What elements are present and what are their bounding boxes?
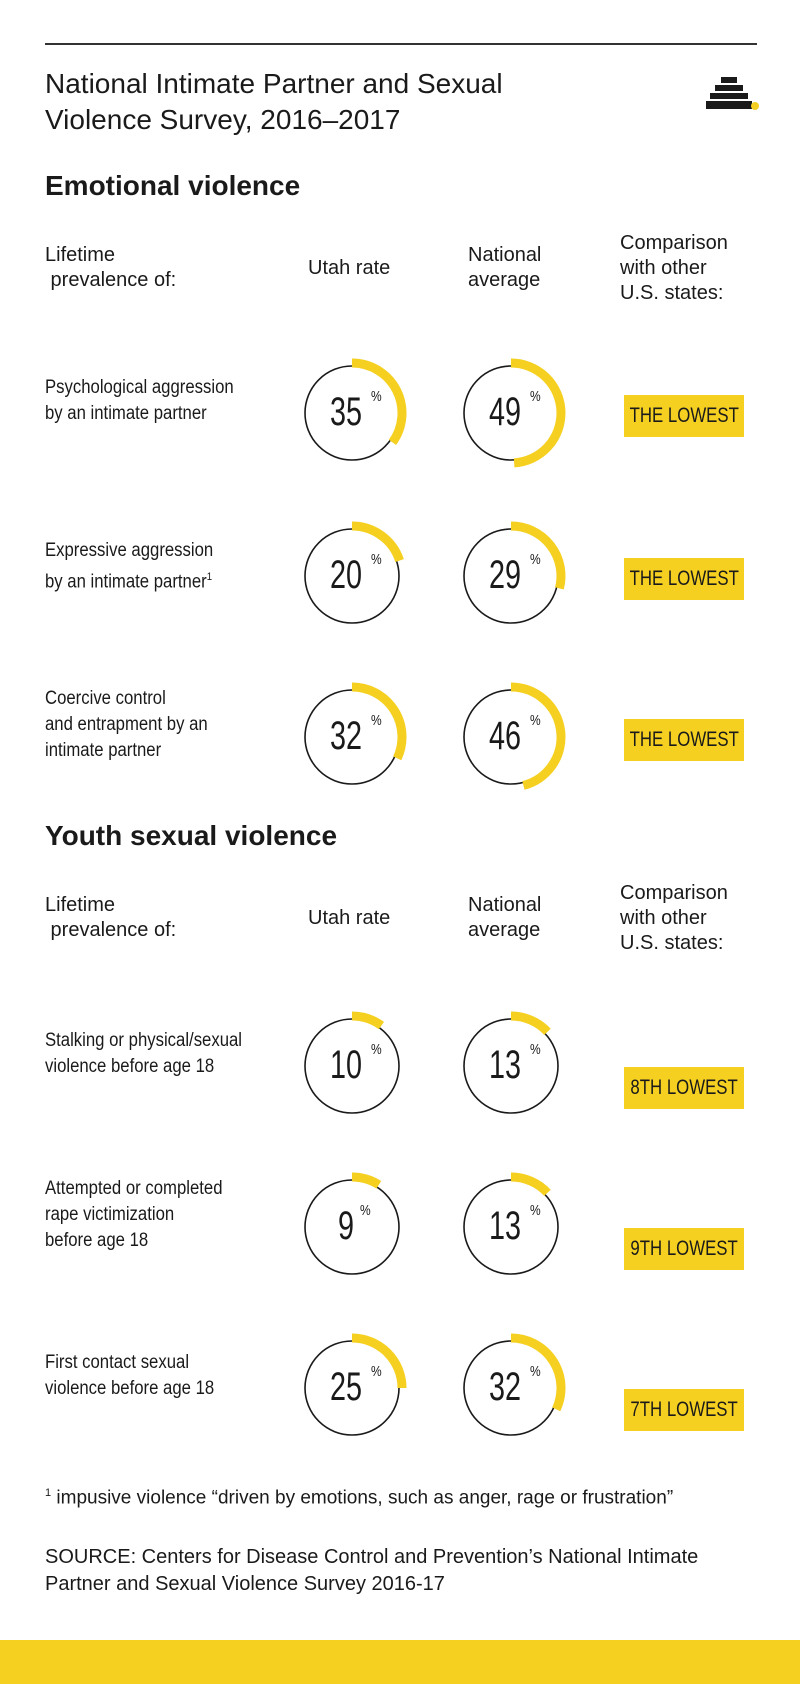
prevalence-header-line-2: prevalence of: bbox=[45, 269, 177, 291]
source-line-1: SOURCE: Centers for Disease Control and Prevention’s National Intimate bbox=[45, 1546, 699, 1568]
emotional-row-1-utah-ring-unit: % bbox=[371, 387, 382, 405]
footnote-reference: 1 bbox=[206, 571, 213, 583]
emotional-row-2-utah-ring-value: 20 bbox=[329, 552, 363, 598]
youth-row-1-comparison-badge bbox=[624, 1067, 744, 1109]
title-line-2: Violence Survey, 2016–2017 bbox=[45, 104, 401, 135]
row-label-line: rape victimization bbox=[45, 1204, 175, 1225]
youth-row-3-national-ring-value: 32 bbox=[488, 1364, 522, 1410]
youth-row-3-label bbox=[45, 1350, 256, 1402]
emotional-row-1-utah-ring bbox=[292, 353, 412, 473]
youth-row-3-national-ring-unit: % bbox=[530, 1362, 541, 1380]
emotional-row-2-label bbox=[45, 538, 256, 595]
national-header-line-2: average bbox=[468, 269, 541, 291]
emotional-comparison-header bbox=[620, 231, 728, 306]
source-note bbox=[45, 1544, 775, 1598]
emotional-row-1-national-ring-unit: % bbox=[530, 387, 541, 405]
comparison-badge-text: 9TH LOWEST bbox=[630, 1237, 738, 1260]
page-title bbox=[45, 66, 605, 138]
emotional-row-2-utah-ring bbox=[292, 516, 412, 636]
row-label-line: violence before age 18 bbox=[45, 1378, 215, 1399]
emotional-row-2-utah-ring-unit: % bbox=[371, 550, 382, 568]
emotional-prevalence-header bbox=[45, 243, 176, 293]
emotional-row-3-label bbox=[45, 686, 256, 764]
row-label-line: by an intimate partner$^1$ bbox=[45, 571, 213, 593]
youth-row-2-national-ring-arc bbox=[511, 1177, 547, 1193]
national-header-line-2: average bbox=[468, 919, 541, 941]
row-label-line: Expressive aggression bbox=[45, 540, 214, 561]
emotional-utah-header: Utah rate bbox=[308, 257, 391, 279]
prevalence-header-line-2: prevalence of: bbox=[45, 919, 177, 941]
emotional-row-2-national-ring-unit: % bbox=[530, 550, 541, 568]
youth-national-header bbox=[468, 893, 541, 943]
comparison-header-line-1: Comparison bbox=[620, 882, 728, 904]
emotional-row-1-label bbox=[45, 375, 256, 427]
footnote-mark: 1 bbox=[45, 1487, 52, 1499]
emotional-row-3-national-ring bbox=[451, 677, 571, 797]
youth-utah-header: Utah rate bbox=[308, 907, 391, 929]
youth-row-3-utah-ring-unit: % bbox=[371, 1362, 382, 1380]
youth-row-2-utah-ring-arc bbox=[352, 1177, 379, 1185]
comparison-badge-text: 8TH LOWEST bbox=[630, 1076, 738, 1099]
row-label-line: Psychological aggression bbox=[45, 377, 234, 398]
emotional-row-3-national-ring-unit: % bbox=[530, 711, 541, 729]
national-header-line-1: National bbox=[468, 894, 542, 916]
emotional-row-2-national-ring bbox=[451, 516, 571, 636]
emotional-row-3-utah-ring bbox=[292, 677, 412, 797]
emotional-row-2-comparison-badge bbox=[624, 558, 744, 600]
youth-row-1-utah-ring-value: 10 bbox=[329, 1042, 363, 1088]
youth-row-2-utah-ring bbox=[292, 1167, 412, 1287]
national-header-line-1: National bbox=[468, 244, 542, 266]
youth-section-title: Youth sexual violence bbox=[45, 820, 338, 851]
top-rule bbox=[45, 43, 757, 45]
comparison-header-line-3: U.S. states: bbox=[620, 282, 724, 304]
youth-row-2-national-ring-unit: % bbox=[530, 1201, 541, 1219]
row-label-line: by an intimate partner bbox=[45, 403, 207, 424]
emotional-row-1-national-ring-value: 49 bbox=[488, 389, 522, 435]
prevalence-header-line-1: Lifetime bbox=[45, 894, 116, 916]
row-label-line: and entrapment by an bbox=[45, 714, 208, 735]
emotional-row-3-utah-ring-unit: % bbox=[371, 711, 382, 729]
footnote-text: impusive violence “driven by emotions, such as anger, rage or frustration” bbox=[51, 1487, 674, 1509]
row-label-line: First contact sexual bbox=[45, 1352, 190, 1373]
row-label-line: Stalking or physical/sexual bbox=[45, 1030, 243, 1051]
youth-row-2-national-ring-value: 13 bbox=[488, 1203, 522, 1249]
youth-row-1-utah-ring-unit: % bbox=[371, 1040, 382, 1058]
emotional-section-title: Emotional violence bbox=[45, 170, 301, 201]
youth-row-1-label bbox=[45, 1028, 256, 1080]
comparison-header-line-2: with other bbox=[620, 907, 707, 929]
youth-row-1-national-ring bbox=[451, 1006, 571, 1126]
emotional-row-3-comparison-badge bbox=[624, 719, 744, 761]
source-line-2: Partner and Sexual Violence Survey 2016-17 bbox=[45, 1573, 445, 1595]
emotional-row-1-national-ring bbox=[451, 353, 571, 473]
comparison-header-line-2: with other bbox=[620, 257, 707, 279]
comparison-badge-text: THE LOWEST bbox=[629, 728, 739, 751]
row-label-line: before age 18 bbox=[45, 1230, 149, 1251]
youth-row-1-national-ring-unit: % bbox=[530, 1040, 541, 1058]
youth-row-2-comparison-badge bbox=[624, 1228, 744, 1270]
bottom-accent-bar bbox=[0, 1640, 800, 1684]
youth-row-2-label bbox=[45, 1176, 256, 1254]
emotional-row-2-national-ring-value: 29 bbox=[488, 552, 522, 598]
youth-row-2-utah-ring-unit: % bbox=[360, 1201, 371, 1219]
footnote bbox=[45, 1487, 673, 1509]
row-label-line: Coercive control bbox=[45, 688, 166, 709]
comparison-badge-text: THE LOWEST bbox=[629, 567, 739, 590]
youth-row-2-national-ring bbox=[451, 1167, 571, 1287]
youth-row-1-national-ring-value: 13 bbox=[488, 1042, 522, 1088]
emotional-row-1-utah-ring-value: 35 bbox=[329, 389, 363, 435]
row-label-line: Attempted or completed bbox=[45, 1178, 223, 1199]
youth-row-1-utah-ring bbox=[292, 1006, 412, 1126]
beehive-icon bbox=[703, 75, 759, 111]
emotional-row-3-national-ring-value: 46 bbox=[488, 713, 522, 759]
emotional-row-3-utah-ring-value: 32 bbox=[329, 713, 363, 759]
comparison-header-line-1: Comparison bbox=[620, 232, 728, 254]
prevalence-header-line-1: Lifetime bbox=[45, 244, 116, 266]
comparison-badge-text: THE LOWEST bbox=[629, 404, 739, 427]
row-label-line: violence before age 18 bbox=[45, 1056, 215, 1077]
title-line-1: National Intimate Partner and Sexual bbox=[45, 68, 503, 99]
youth-row-2-utah-ring-value: 9 bbox=[337, 1203, 355, 1249]
youth-row-1-utah-ring-arc bbox=[352, 1016, 381, 1026]
youth-prevalence-header bbox=[45, 893, 176, 943]
comparison-header-line-3: U.S. states: bbox=[620, 932, 724, 954]
youth-row-3-utah-ring bbox=[292, 1328, 412, 1448]
youth-row-3-comparison-badge bbox=[624, 1389, 744, 1431]
row-label-line: intimate partner bbox=[45, 740, 162, 761]
comparison-badge-text: 7TH LOWEST bbox=[630, 1398, 738, 1421]
youth-row-3-utah-ring-value: 25 bbox=[329, 1364, 363, 1410]
emotional-row-1-comparison-badge bbox=[624, 395, 744, 437]
youth-comparison-header bbox=[620, 881, 728, 956]
youth-row-3-national-ring bbox=[451, 1328, 571, 1448]
youth-row-1-national-ring-arc bbox=[511, 1016, 547, 1032]
emotional-national-header bbox=[468, 243, 541, 293]
